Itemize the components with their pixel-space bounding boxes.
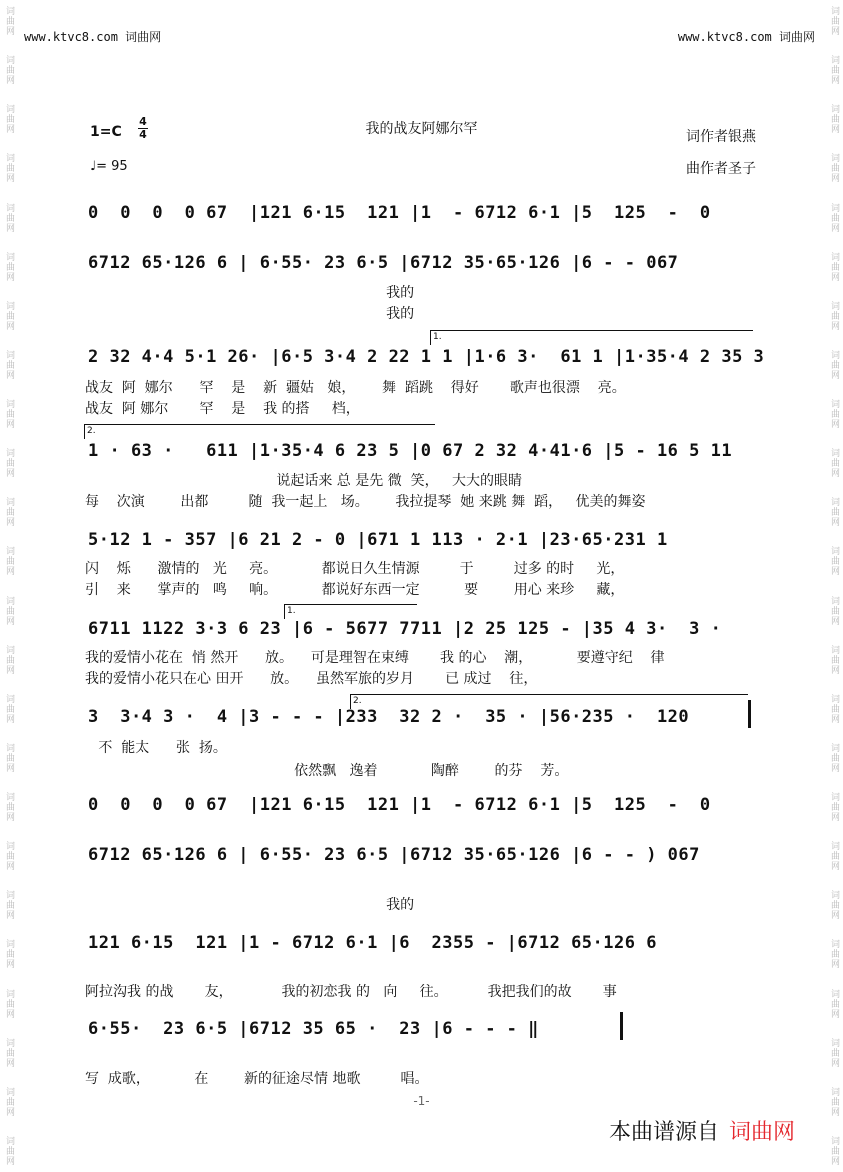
notation-row-11: 6·55· 23 6·5 |6712 35 65 · 23 |6 - - - ‖ <box>88 1019 539 1039</box>
notation-row-6: 6711 1122 3·3 6 23 |6 - 5677 7711 |2 25 125 - |35 4 3· 3 · <box>88 619 722 639</box>
source-credit <box>609 1115 795 1146</box>
volta-1-bracket-b: 1. <box>284 604 417 619</box>
lyric-row-2-verse-1: 我的 <box>88 285 415 301</box>
lyric-row-2-verse-2: 我的 <box>88 306 415 322</box>
lyricist: 词作者银燕 <box>686 129 756 145</box>
volta-2-bracket: 2. <box>84 424 435 439</box>
time-signature <box>138 116 148 141</box>
composer: 曲作者圣子 <box>686 161 756 177</box>
notation-row-1: 0 0 0 0 67 |121 6·15 121 |1 - 6712 6·1 |5 125 - 0 <box>88 203 711 223</box>
notation-row-3: 2 32 4·4 5·1 26· |6·5 3·4 2 22 1 1 |1·6 3· 61 1 |1·35·4 2 35 3 <box>88 347 765 367</box>
notation-row-7: 3 3·4 3 · 4 |3 - - - |233 32 2 · 35 · |56·235 · 120 <box>88 707 690 727</box>
lyric-row-10-verse-1: 阿拉沟我 的战 友， 我的初恋我 的 向 往。 我把我们的故 事 <box>85 984 617 1000</box>
lyric-row-5-verse-2: 引 来 掌声的 鸣 响。 都说好东西一定 要 用心 来珍 藏， <box>85 582 625 598</box>
time-denominator: 4 <box>139 128 147 141</box>
lyric-row-4-verse-2: 每 次演 出都 随 我一起上 场。 我拉提琴 她 来跳 舞 蹈， 优美的舞姿 <box>85 494 646 510</box>
song-title: 我的战友阿娜尔罕 <box>365 121 478 137</box>
source-site-link[interactable]: 词曲网 <box>728 1120 795 1145</box>
notation-row-2: 6712 65·126 6 | 6·55· 23 6·5 |6712 35·65·126 |6 - - 067 <box>88 253 679 273</box>
tempo-mark: ♩= 95 <box>90 159 128 174</box>
final-barline <box>620 1012 623 1040</box>
watermark-left: 词曲网 词曲网 词曲网 词曲网 词曲网 词曲网 词曲网 词曲网 词曲网 词曲网 词曲网 词曲网 词曲网 词曲网 词曲网 词曲网 词曲网 词曲网 词曲网 词曲网 词曲网 词曲网 词曲网 词曲网 <box>4 6 14 1166</box>
lyric-row-11-verse-1: 写 成歌， 在 新的征途尽情 地歌 唱。 <box>85 1071 429 1087</box>
header-url-left[interactable]: www.ktvc8.com 词曲网 <box>24 30 162 44</box>
notation-row-4: 1 · 63 · 611 |1·35·4 6 23 5 |0 67 2 32 4·41·6 |5 - 16 5 11 <box>88 441 733 461</box>
notation-row-10: 121 6·15 121 |1 - 6712 6·1 |6 2355 - |6712 65·126 6 <box>88 933 657 953</box>
volta-2-bracket-b: 2. <box>350 694 748 709</box>
time-numerator: 4 <box>139 115 147 128</box>
notation-row-9: 6712 65·126 6 | 6·55· 23 6·5 |6712 35·65·126 |6 - - ) 067 <box>88 845 700 865</box>
lyric-row-6-verse-2: 我的爱情小花只在心 田开 放。 虽然军旅的岁月 已 成过 往， <box>85 671 538 687</box>
notation-row-5: 5·12 1 - 357 |6 21 2 - 0 |671 1 113 · 2·1 |23·65·231 1 <box>88 530 668 550</box>
page-number: -1- <box>413 1094 430 1108</box>
lyric-row-4-verse-1: 说起话来 总 是先 微 笑， 大大的眼睛 <box>85 473 522 489</box>
notation-row-8: 0 0 0 0 67 |121 6·15 121 |1 - 6712 6·1 |5 125 - 0 <box>88 795 711 815</box>
lyric-row-5-verse-1: 闪 烁 激情的 光 亮。 都说日久生情源 于 过多 的时 光， <box>85 561 625 577</box>
repeat-end-barline <box>748 700 751 728</box>
watermark-right: 词曲网 词曲网 词曲网 词曲网 词曲网 词曲网 词曲网 词曲网 词曲网 词曲网 词曲网 词曲网 词曲网 词曲网 词曲网 词曲网 词曲网 词曲网 词曲网 词曲网 词曲网 词曲网 词曲网 词曲网 <box>829 6 839 1166</box>
lyric-row-3-verse-1: 战友 阿 娜尔 罕 是 新 疆姑 娘， 舞 蹈跳 得好 歌声也很漂 亮。 <box>85 380 626 396</box>
lyric-row-9-verse-1: 我的 <box>88 897 415 913</box>
lyric-row-7-verse-1: 不 能太 张 扬。 <box>85 740 227 756</box>
lyric-row-3-verse-2: 战友 阿 娜尔 罕 是 我 的搭 档， <box>85 401 360 417</box>
volta-1-bracket: 1. <box>430 330 753 345</box>
key-signature: 1=C <box>90 124 122 140</box>
lyric-row-7-verse-2: 依然飘 逸着 陶醉 的芬 芳。 <box>85 763 569 779</box>
source-prefix: 本曲谱源自 <box>608 1120 719 1145</box>
header-url-right[interactable]: www.ktvc8.com 词曲网 <box>677 30 815 44</box>
lyric-row-6-verse-1: 我的爱情小花在 悄 然开 放。 可是理智在束缚 我 的心 潮， 要遵守纪 律 <box>85 650 665 666</box>
